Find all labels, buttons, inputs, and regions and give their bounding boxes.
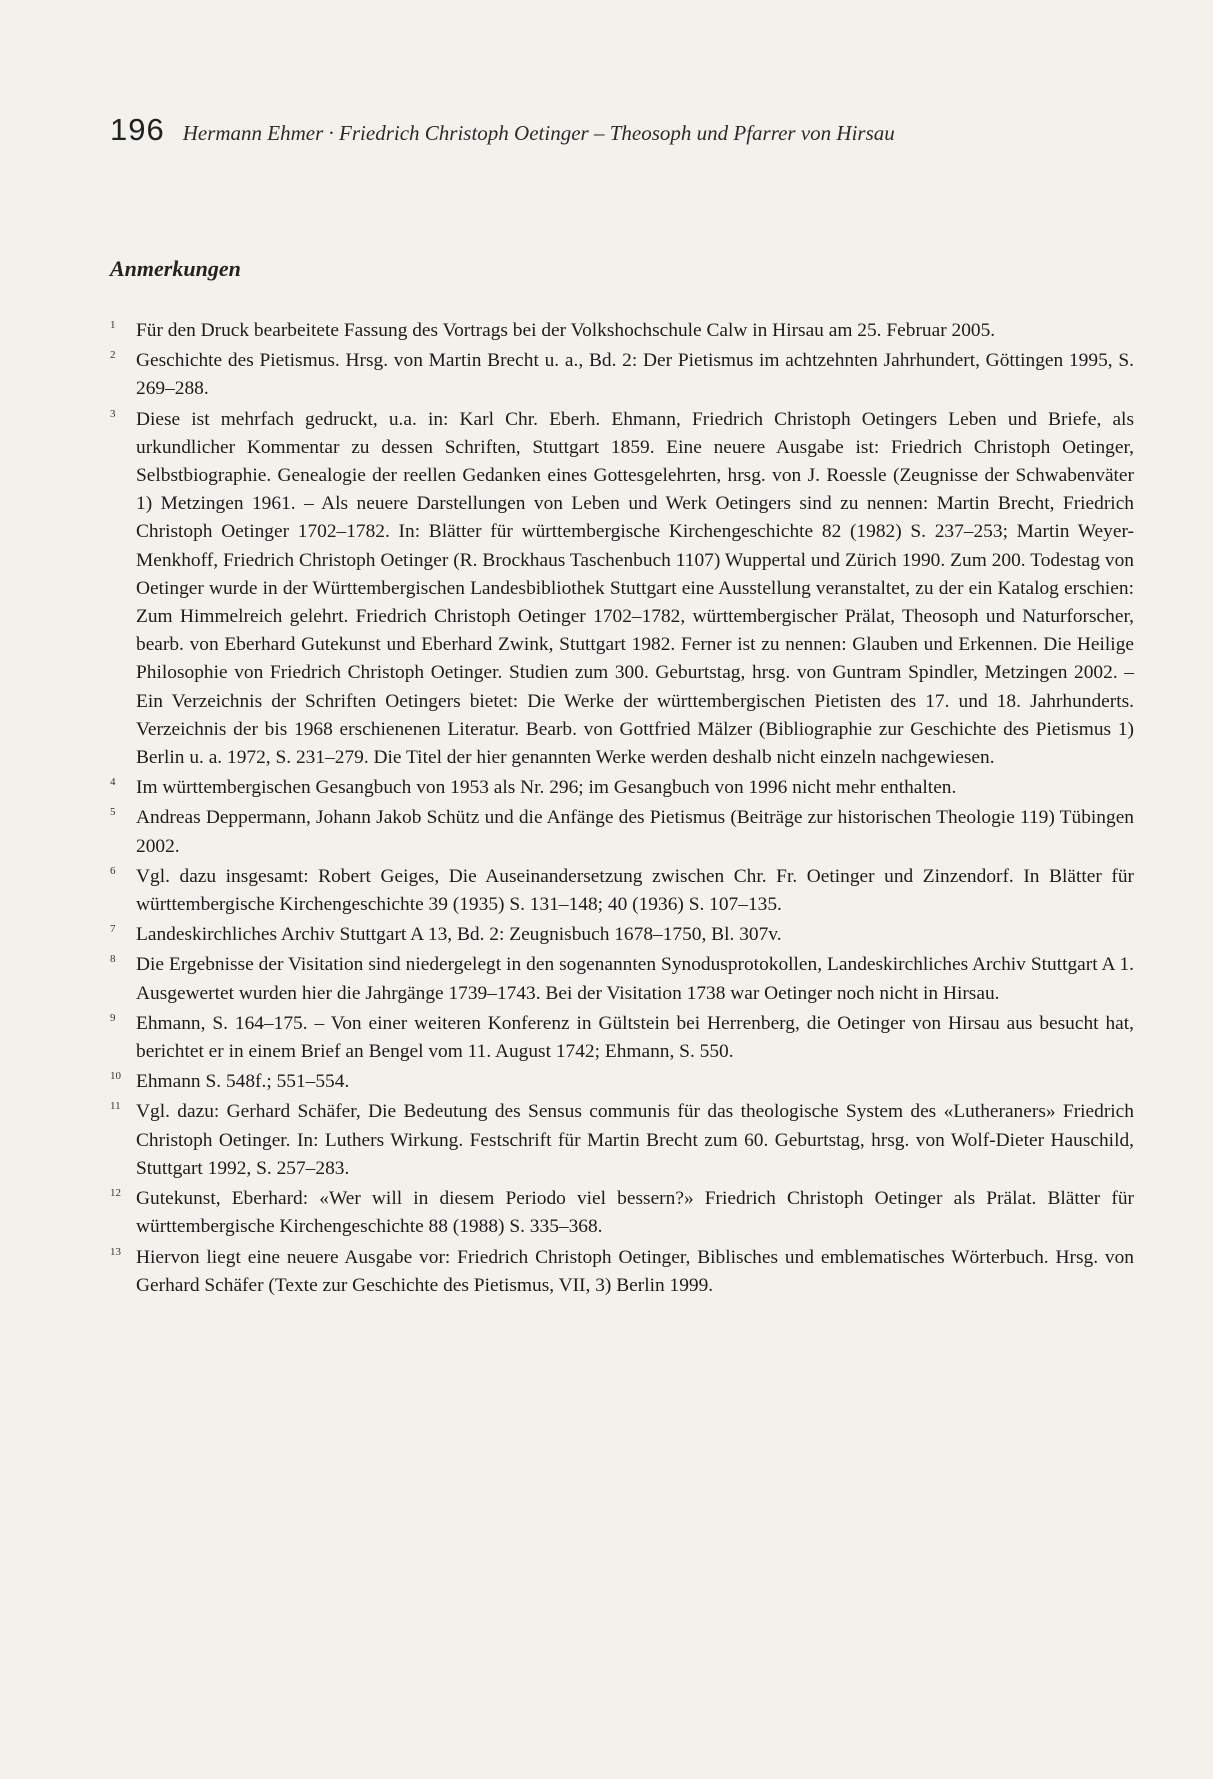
footnote-number: 2 <box>110 349 116 362</box>
footnote-text: Gutekunst, Eberhard: «Wer will in diesem Periodo viel bessern?» Friedrich Christoph Oetinger als Prälat. Blätter für württembergische Kirchengeschichte 88 (1988) S. 335–368. <box>136 1188 1134 1238</box>
footnote <box>110 774 1134 802</box>
footnote-number: 9 <box>110 1011 116 1024</box>
footnote <box>110 1010 1134 1066</box>
footnote-text: Vgl. dazu: Gerhard Schäfer, Die Bedeutung des Sensus communis für das theologische System des «Lutheraners» Friedrich Christoph Oetinger. In: Luthers Wirkung. Festschrift für Martin Brecht zum 60. Geburtstag, hrsg. von Wolf-Dieter Hauschild, Stuttgart 1992, S. 257–283. <box>136 1101 1134 1179</box>
footnote-text: Diese ist mehrfach gedruckt, u.a. in: Karl Chr. Eberh. Ehmann, Friedrich Christoph Oetingers Leben und Briefe, als urkundlicher Kommentar zu dessen Schriften, Stuttgart 1859. Eine neuere Ausgabe ist: Friedrich Christoph Oetinger, Selbstbiographie. Genealogie der reellen Gedanken eines Gottesgelehrten, hrsg. von J. Roessle (Zeugnisse der Schwabenväter 1) Metzingen 1961. – Als neuere Darstellungen von Leben und Werk Oetingers sind zu nennen: Martin Brecht, Friedrich Christoph Oetinger 1702–1782. In: Blätter für württembergische Kirchengeschichte 82 (1982) S. 237–253; Martin Weyer-Menkhoff, Friedrich Christoph Oetinger (R. Brockhaus Taschenbuch 1107) Wuppertal und Zürich 1990. Zum 200. Todestag von Oetinger wurde in der Württembergischen Landesbibliothek Stuttgart eine Ausstellung veranstaltet, zu der ein Katalog erschien: Zum Himmelreich gelehrt. Friedrich Christoph Oetinger 1702–1782, württembergischer Prälat, Theosoph und Naturforscher, bearb. von Eberhard Gutekunst und Eberhard Zwink, Stuttgart 1982. Ferner ist zu nennen: Glauben und Erkennen. Die Heilige Philosophie von Friedrich Christoph Oetinger. Studien zum 300. Geburtstag, hrsg. von Guntram Spindler, Metzingen 2002. – Ein Verzeichnis der Schriften Oetingers bietet: Die Werke der württembergischen Pietisten des 17. und 18. Jahrhunderts. Verzeichnis der bis 1968 erschienenen Literatur. Bearb. von Gottfried Mälzer (Bibliographie zur Geschichte des Pietismus 1) Berlin u. a. 1972, S. 231–279. Die Titel der hier genannten Werke werden deshalb nicht einzeln nachgewiesen. <box>136 408 1134 769</box>
footnote <box>110 863 1134 919</box>
footnote-number: 13 <box>110 1245 121 1258</box>
footnote-text: Vgl. dazu insgesamt: Robert Geiges, Die Auseinandersetzung zwischen Chr. Fr. Oetinger und Zinzendorf. In Blätter für württembergische Kirchengeschichte 39 (1935) S. 131–148; 40 (1936) S. 107–135. <box>136 865 1134 916</box>
footnote-number: 12 <box>110 1187 121 1200</box>
footnote-number: 8 <box>110 953 116 966</box>
footnote-number: 5 <box>110 806 116 819</box>
footnote <box>110 921 1134 949</box>
footnote-text: Geschichte des Pietismus. Hrsg. von Martin Brecht u. a., Bd. 2: Der Pietismus im achtzehnten Jahrhundert, Göttingen 1995, S. 269–288. <box>136 350 1134 400</box>
footnote-number: 7 <box>110 923 116 936</box>
footnote-number: 1 <box>110 319 116 331</box>
footnote-text: Im württembergischen Gesangbuch von 1953 als Nr. 296; im Gesangbuch von 1996 nicht mehr enthalten. <box>136 777 957 799</box>
footnote <box>110 317 1134 345</box>
footnote <box>110 1068 1134 1096</box>
footnote <box>110 347 1134 403</box>
footnote <box>110 406 1134 773</box>
footnote-text: Landeskirchliches Archiv Stuttgart A 13, Bd. 2: Zeugnisbuch 1678–1750, Bl. 307v. <box>136 924 782 946</box>
footnote-text: Für den Druck bearbeitete Fassung des Vortrags bei der Volkshochschule Calw in Hirsau am 25. Februar 2005. <box>136 320 996 341</box>
footnote-text: Ehmann S. 548f.; 551–554. <box>136 1071 350 1093</box>
running-title: Hermann Ehmer · Friedrich Christoph Oetinger – Theosoph und Pfarrer von Hirsau <box>182 121 895 145</box>
footnote-text: Ehmann, S. 164–175. – Von einer weiteren Konferenz in Gültstein bei Herrenberg, die Oetinger von Hirsau aus besucht hat, berichtet er in einem Brief an Bengel vom 11. August 1742; Ehmann, S. 550. <box>136 1012 1134 1063</box>
footnote-number: 6 <box>110 864 116 877</box>
footnote-number: 3 <box>110 407 116 420</box>
footnote <box>110 1185 1134 1241</box>
footnote-list <box>110 317 1134 1302</box>
running-head <box>110 112 895 148</box>
footnote <box>110 804 1134 860</box>
footnote-text: Andreas Deppermann, Johann Jakob Schütz und die Anfänge des Pietismus (Beiträge zur historischen Theologie 119) Tübingen 2002. <box>136 807 1134 857</box>
footnote-number: 4 <box>110 776 116 789</box>
footnote <box>110 951 1134 1007</box>
page-number: 196 <box>110 112 165 147</box>
footnote-number: 10 <box>110 1070 121 1083</box>
footnote-text: Die Ergebnisse der Visitation sind niedergelegt in den sogenannten Synodusprotokollen, Landeskirchliches Archiv Stuttgart A 1. Ausgewertet wurden hier die Jahrgänge 1739–1743. Bei der Visitation 1738 war Oetinger noch nicht in Hirsau. <box>136 954 1134 1004</box>
footnote-number: 11 <box>110 1100 121 1113</box>
section-heading: Anmerkungen <box>110 256 241 281</box>
footnote <box>110 1098 1134 1183</box>
footnote-text: Hiervon liegt eine neuere Ausgabe vor: Friedrich Christoph Oetinger, Biblisches und emblematisches Wörterbuch. Hrsg. von Gerhard Schäfer (Texte zur Geschichte des Pietismus, VII, 3) Berlin 1999. <box>136 1246 1134 1296</box>
footnote <box>110 1244 1134 1300</box>
